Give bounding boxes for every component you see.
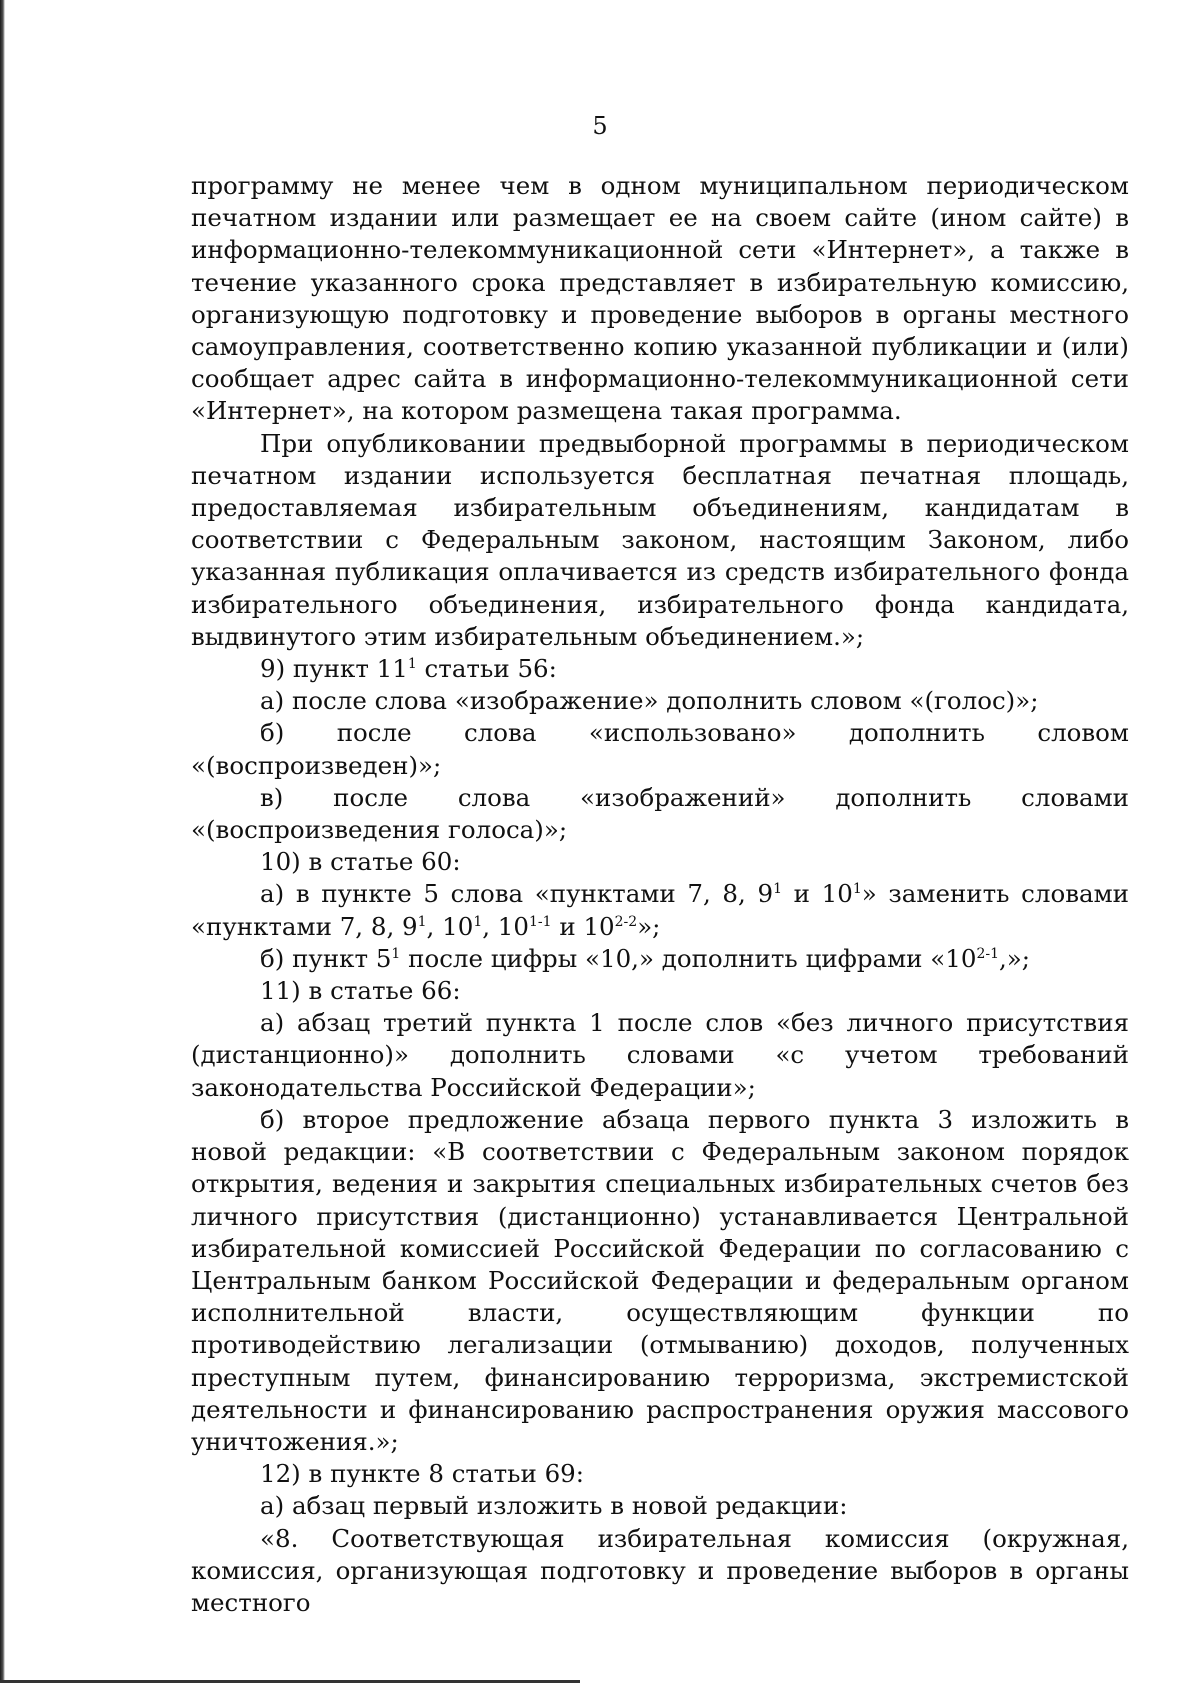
superscript: 1 bbox=[391, 945, 401, 962]
text-run: ,»; bbox=[999, 943, 1031, 973]
paragraph: 10) в статье 60: bbox=[260, 847, 461, 877]
paragraph: «8. Соответствующая избирательная комиссия (окружная, комиссия, организующая подготовку и проведение выборов в органы местного bbox=[191, 1523, 1129, 1617]
text-run: б) пункт 5 bbox=[260, 943, 392, 973]
text-run: » заменить словами «пунктами 7, 8, 9 bbox=[191, 879, 1129, 941]
paragraph: б) после слова «использовано» дополнить словом «(воспроизведен)»; bbox=[191, 718, 1129, 780]
superscript: 2-2 bbox=[614, 913, 638, 930]
paragraph bbox=[191, 653, 1129, 685]
text-run: и 10 bbox=[551, 911, 615, 941]
superscript: 1 bbox=[407, 655, 417, 672]
document-body bbox=[191, 170, 1129, 1619]
paragraph: 12) в пункте 8 статьи 69: bbox=[260, 1459, 585, 1489]
text-run: а) в пункте 5 слова «пунктами 7, 8, 9 bbox=[260, 879, 774, 909]
text-run: статьи 56: bbox=[416, 654, 557, 684]
superscript: 1 bbox=[773, 881, 782, 898]
text-run: »; bbox=[637, 911, 661, 941]
paragraph: При опубликовании предвыборной программы в периодическом печатном издании используется бесплатная печатная площадь, предоставляемая избирательным объединениям, кандидатам в соответствии с Федеральным законом, настоящим Законом, либо указанная публикация оплачивается из средств избирательного фонда избирательного объединения, избирательного фонда кандидата, выдвинутого этим избирательным объединением.»; bbox=[191, 428, 1129, 651]
paragraph: программу не менее чем в одном муниципальном периодическом печатном издании или размещает ее на своем сайте (ином сайте) в информационно-телекоммуникационной сети «Интернет», а также в течение указанного срока представляет в избирательную комиссию, организующую подготовку и проведение выборов в органы местного самоуправления, соответственно копию указанной публикации и (или) сообщает адрес сайта в информационно-телекоммуникационной сети «Интернет», на котором размещена такая программа. bbox=[191, 171, 1129, 426]
paragraph bbox=[191, 878, 1129, 942]
paragraph: а) после слова «изображение» дополнить словом «(голос)»; bbox=[260, 686, 1039, 716]
page-number: 5 bbox=[592, 112, 608, 140]
text-run: 9) пункт 11 bbox=[260, 654, 408, 684]
paragraph: б) второе предложение абзаца первого пункта 3 изложить в новой редакции: «В соответствии с Федеральным законом порядок открытия, ведения и закрытия специальных избирательных счетов без личного присутствия (дистанционно) устанавливается Центральной избирательной комиссией Российской Федерации по согласованию с Центральным банком Российской Федерации и федеральным органом исполнительной власти, осуществляющим функции по противодействию легализации (отмыванию) доходов, полученных преступным путем, финансированию терроризма, экстремистской деятельности и финансированию распространения оружия массового уничтожения.»; bbox=[191, 1104, 1129, 1456]
text-run: , 10 bbox=[426, 911, 474, 941]
paragraph: в) после слова «изображений» дополнить словами «(воспроизведения голоса)»; bbox=[191, 782, 1129, 845]
superscript: 2-1 bbox=[976, 945, 999, 962]
paragraph: 11) в статье 66: bbox=[260, 976, 461, 1006]
superscript: 1-1 bbox=[529, 913, 552, 930]
scan-edge-left bbox=[0, 0, 5, 1683]
paragraph: а) абзац первый изложить в новой редакции: bbox=[260, 1491, 848, 1521]
superscript: 1 bbox=[852, 881, 862, 898]
paragraph: а) абзац третий пункта 1 после слов «без личного присутствия (дистанционно)» дополнить словами «с учетом требований законодательства Российской Федерации»; bbox=[191, 1008, 1129, 1102]
superscript: 1 bbox=[417, 913, 427, 930]
text-run: и 10 bbox=[781, 879, 853, 909]
superscript: 1 bbox=[473, 913, 483, 930]
paragraph bbox=[191, 943, 1129, 975]
text-run: после цифры «10,» дополнить цифрами «10 bbox=[400, 943, 977, 973]
text-run: , 10 bbox=[482, 911, 529, 941]
